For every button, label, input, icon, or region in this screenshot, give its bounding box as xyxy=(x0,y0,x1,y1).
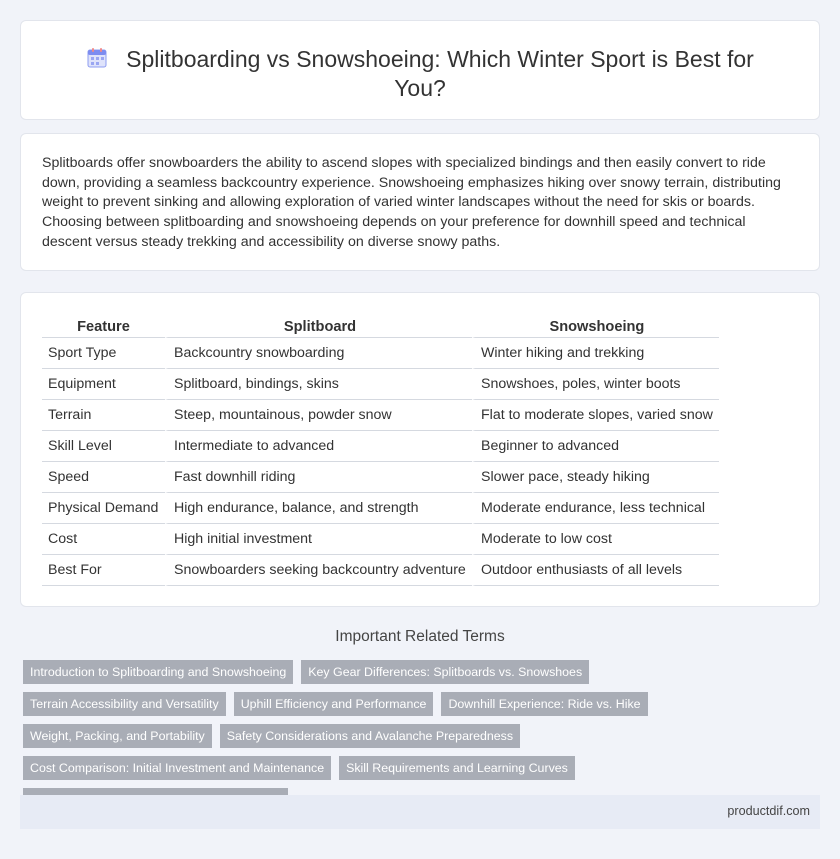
related-tag[interactable]: Introduction to Splitboarding and Snowshoeing xyxy=(23,660,293,684)
table-row xyxy=(42,524,719,555)
related-tag[interactable]: Key Gear Differences: Splitboards vs. Snowshoes xyxy=(301,660,589,684)
feature-cell: Sport Type xyxy=(42,338,165,369)
related-tag[interactable]: Weight, Packing, and Portability xyxy=(23,724,212,748)
feature-cell: Cost xyxy=(42,524,165,555)
table-header-row xyxy=(42,317,719,338)
related-tag[interactable]: Safety Considerations and Avalanche Preparedness xyxy=(220,724,520,748)
feature-cell: Speed xyxy=(42,462,165,493)
snowshoeing-cell: Flat to moderate slopes, varied snow xyxy=(472,400,719,431)
snowshoeing-cell: Moderate to low cost xyxy=(472,524,719,555)
comparison-table xyxy=(42,317,719,586)
snowshoeing-cell: Slower pace, steady hiking xyxy=(472,462,719,493)
snowshoeing-cell: Moderate endurance, less technical xyxy=(472,493,719,524)
feature-cell: Skill Level xyxy=(42,431,165,462)
feature-cell: Physical Demand xyxy=(42,493,165,524)
page-title-wrap xyxy=(21,45,819,103)
related-terms-list xyxy=(23,660,793,812)
table-row xyxy=(42,462,719,493)
feature-cell: Best For xyxy=(42,555,165,586)
splitboard-cell: High endurance, balance, and strength xyxy=(165,493,472,524)
calendar-icon xyxy=(86,47,108,69)
table-row xyxy=(42,555,719,586)
footer-site-name: productdif.com xyxy=(727,804,810,818)
intro-card xyxy=(20,133,820,271)
intro-paragraph: Splitboards offer snowboarders the ability to ascend slopes with specialized bindings and then easily convert to ride down, providing a seamless backcountry experience. Snowshoeing emphasizes hiking over snowy terrain, distributing weight to prevent sinking and allowing exploration of varied winter landscapes without the need for skis or boards. Choosing between splitboarding and snowshoeing depends on your preference for downhill speed and technical descent versus steady trekking and accessibility on diverse snowy paths. xyxy=(42,155,781,250)
splitboard-cell: Fast downhill riding xyxy=(165,462,472,493)
snowshoeing-cell: Snowshoes, poles, winter boots xyxy=(472,369,719,400)
header-feature: Feature xyxy=(42,317,165,338)
feature-cell: Equipment xyxy=(42,369,165,400)
related-terms-title: Important Related Terms xyxy=(335,628,505,645)
snowshoeing-cell: Outdoor enthusiasts of all levels xyxy=(472,555,719,586)
splitboard-cell: Backcountry snowboarding xyxy=(165,338,472,369)
splitboard-cell: Splitboard, bindings, skins xyxy=(165,369,472,400)
related-tag[interactable]: Skill Requirements and Learning Curves xyxy=(339,756,575,780)
header-splitboard: Splitboard xyxy=(165,317,472,338)
related-tag[interactable]: Cost Comparison: Initial Investment and Maintenance xyxy=(23,756,331,780)
table-row xyxy=(42,400,719,431)
splitboard-cell: Steep, mountainous, powder snow xyxy=(165,400,472,431)
header-snowshoeing: Snowshoeing xyxy=(472,317,719,338)
comparison-card xyxy=(20,292,820,607)
related-tag[interactable]: Terrain Accessibility and Versatility xyxy=(23,692,226,716)
title-card xyxy=(20,20,820,120)
table-row xyxy=(42,431,719,462)
page-title: Splitboarding vs Snowshoeing: Which Winter Sport is Best for You? xyxy=(126,46,754,101)
table-row xyxy=(42,338,719,369)
snowshoeing-cell: Winter hiking and trekking xyxy=(472,338,719,369)
feature-cell: Terrain xyxy=(42,400,165,431)
table-row xyxy=(42,369,719,400)
footer xyxy=(20,795,820,829)
related-tag[interactable]: Downhill Experience: Ride vs. Hike xyxy=(441,692,647,716)
splitboard-cell: Snowboarders seeking backcountry adventure xyxy=(165,555,472,586)
splitboard-cell: Intermediate to advanced xyxy=(165,431,472,462)
snowshoeing-cell: Beginner to advanced xyxy=(472,431,719,462)
table-row xyxy=(42,493,719,524)
related-tag[interactable]: Uphill Efficiency and Performance xyxy=(234,692,434,716)
splitboard-cell: High initial investment xyxy=(165,524,472,555)
